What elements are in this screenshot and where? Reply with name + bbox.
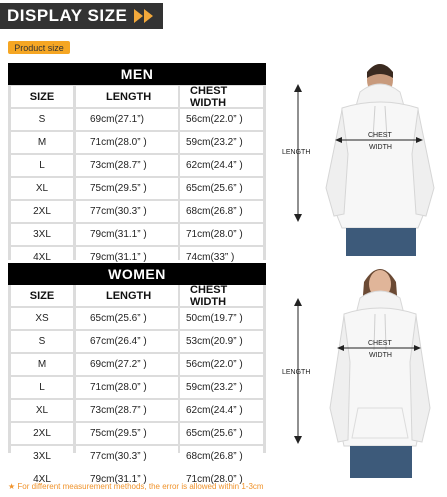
size-cell: 2XL [11, 201, 73, 222]
length-cell: 65cm(25.6” ) [76, 308, 178, 329]
length-cell: 71cm(28.0” ) [76, 132, 178, 153]
length-cell: 69cm(27.2” ) [76, 354, 178, 375]
size-cell: S [11, 109, 73, 130]
length-cell: 73cm(28.7” ) [76, 400, 178, 421]
chest-cell: 65cm(25.6” ) [180, 423, 263, 444]
men-length-label: LENGTH [282, 149, 311, 156]
chest-cell: 53cm(20.9” ) [180, 331, 263, 352]
length-cell: 67cm(26.4” ) [76, 331, 178, 352]
women-hoodie-svg [280, 258, 440, 480]
size-cell: 4XL [11, 247, 73, 268]
chest-cell: 62cm(24.4” ) [180, 400, 263, 421]
length-cell: 77cm(30.3” ) [76, 446, 178, 467]
table-row [11, 132, 263, 153]
chest-cell: 71cm(28.0” ) [180, 469, 263, 490]
size-cell: XL [11, 178, 73, 199]
length-cell: 69cm(27.1”) [76, 109, 178, 130]
table-row [11, 109, 263, 130]
men-hoodie-svg [280, 58, 440, 256]
table-row [11, 331, 263, 352]
table-row [11, 201, 263, 222]
size-cell: L [11, 155, 73, 176]
women-chest-label-1: CHEST [368, 340, 392, 347]
size-cell: 2XL [11, 423, 73, 444]
size-cell: L [11, 377, 73, 398]
chest-cell: 59cm(23.2” ) [180, 132, 263, 153]
size-cell: 3XL [11, 224, 73, 245]
women-chest-label-2: WIDTH [369, 352, 392, 359]
measurement-footnote: ★ For different measurement methods, the error is allowed within 1-3cm [8, 482, 264, 491]
chest-cell: 56cm(22.0” ) [180, 354, 263, 375]
size-cell: S [11, 331, 73, 352]
women-header-row [11, 285, 263, 306]
men-chest-label-2: WIDTH [369, 144, 392, 151]
header-size: SIZE [11, 86, 73, 107]
women-table-title: WOMEN [8, 263, 266, 285]
men-header-row [11, 86, 263, 107]
length-cell: 75cm(29.5” ) [76, 423, 178, 444]
header-chest-width: CHEST WIDTH [180, 285, 263, 306]
double-chevron-icon [134, 9, 154, 23]
chest-cell: 59cm(23.2” ) [180, 377, 263, 398]
size-cell: XS [11, 308, 73, 329]
table-row [11, 178, 263, 199]
length-cell: 71cm(28.0” ) [76, 377, 178, 398]
size-cell: 4XL [11, 469, 73, 490]
men-table-grid [11, 86, 263, 270]
chest-cell: 62cm(24.4” ) [180, 155, 263, 176]
women-length-label: LENGTH [282, 369, 311, 376]
size-cell: XL [11, 400, 73, 421]
header-length: LENGTH [76, 86, 178, 107]
chest-cell: 74cm(33” ) [180, 247, 263, 268]
length-cell: 79cm(31.1” ) [76, 469, 178, 490]
table-row [11, 446, 263, 467]
header-length: LENGTH [76, 285, 178, 306]
size-cell: M [11, 354, 73, 375]
length-cell: 79cm(31.1” ) [76, 224, 178, 245]
length-cell: 77cm(30.3” ) [76, 201, 178, 222]
size-cell: M [11, 132, 73, 153]
chest-cell: 68cm(26.8” ) [180, 446, 263, 467]
table-row [11, 423, 263, 444]
header-size: SIZE [11, 285, 73, 306]
display-size-banner [0, 3, 163, 29]
length-cell: 75cm(29.5” ) [76, 178, 178, 199]
table-row [11, 155, 263, 176]
men-hoodie-illustration [280, 58, 440, 256]
table-row [11, 308, 263, 329]
men-table-title: MEN [8, 63, 266, 85]
table-row [11, 377, 263, 398]
banner-title: DISPLAY SIZE [7, 6, 128, 25]
product-size-label: Product size [8, 41, 70, 54]
chest-cell: 50cm(19.7” ) [180, 308, 263, 329]
length-cell: 73cm(28.7” ) [76, 155, 178, 176]
chest-cell: 68cm(26.8” ) [180, 201, 263, 222]
table-row [11, 224, 263, 245]
men-chest-label-1: CHEST [368, 132, 392, 139]
men-size-table [8, 63, 266, 263]
women-table-grid [11, 285, 263, 492]
length-cell: 79cm(31.1” ) [76, 247, 178, 268]
table-row [11, 354, 263, 375]
size-cell: 3XL [11, 446, 73, 467]
chest-cell: 65cm(25.6” ) [180, 178, 263, 199]
table-row [11, 400, 263, 421]
chest-cell: 56cm(22.0” ) [180, 109, 263, 130]
women-size-table [8, 263, 266, 485]
chest-cell: 71cm(28.0” ) [180, 224, 263, 245]
header-chest-width: CHEST WIDTH [180, 86, 263, 107]
women-hoodie-illustration [280, 258, 440, 480]
